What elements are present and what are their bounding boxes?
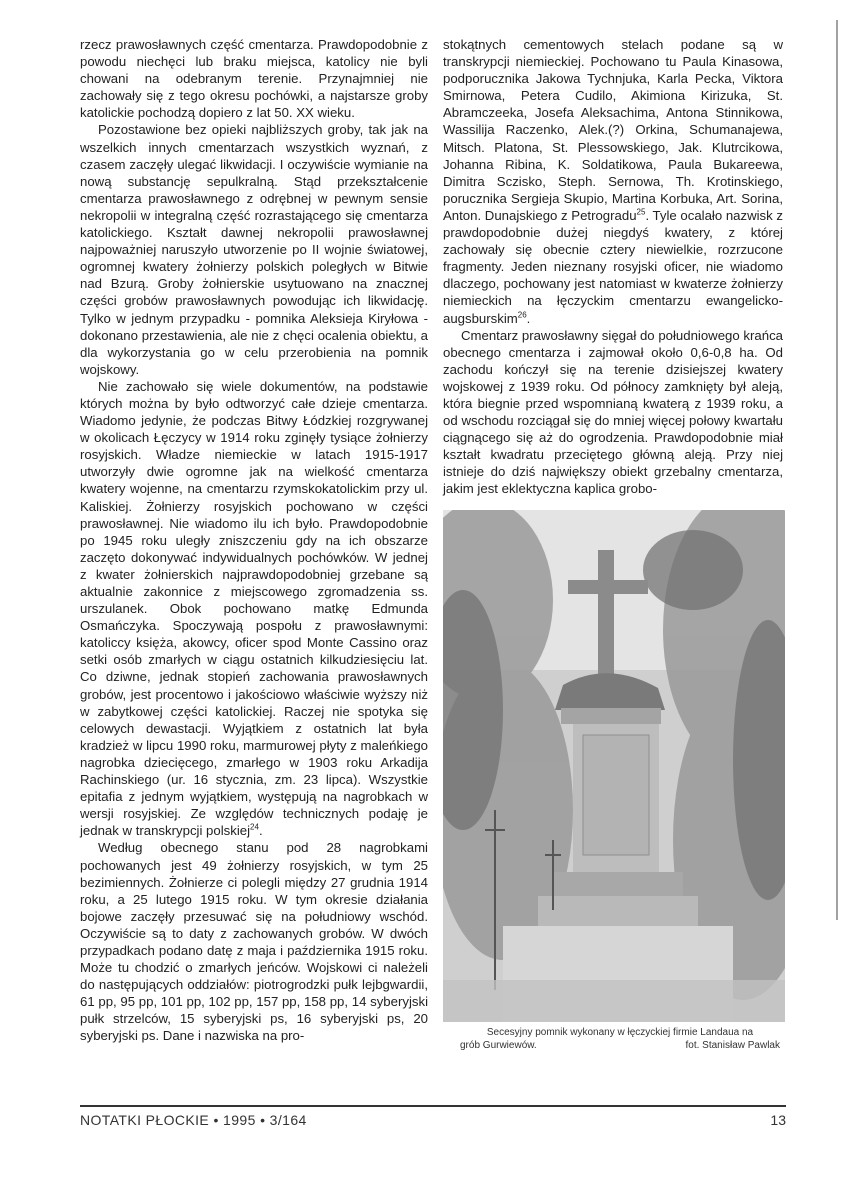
footnote-ref-25: 25 bbox=[636, 207, 646, 217]
right-paragraph-1-text2: . Tyle ocalało nazwisk z prawdopodobnie dużej niegdyś kwatery, z której zachowały się obecnie cztery niewielkie, rozrzucone fragmenty. Jeden nieznany rosyjski oficer, nie wiadomo dlaczego, pochowany jest natomiast w kwaterze żołnierzy niemieckich na łęczyckim cmentarzu ewangelicko-augsburskim bbox=[443, 207, 784, 326]
page-number: 13 bbox=[770, 1112, 786, 1128]
left-paragraph-3-text: Nie zachowało się wiele dokumentów, na podstawie których można by było odtworzyć całe dzieje cmentarza. Wiadomo jedynie, że podczas Bitwy Łódzkiej rozgrywanej w okolicach Łęczycy w 1914 roku zginęły tysiące żołnierzy rosyjskich. Władze niemieckie w latach 1915-1917 utworzyły dwie ogromne jak na wielkość cmentarza kwatery wojenne, na cmentarzu rzymskokatolickim przy ul. Kaliskiej. Żołnierzy rosyjskich pochowano w części prawosławnej. Nie wiadomo ilu ich było. Prawdopodobnie po 1945 roku uległy zniszczeniu gdy na ich obszarze zaczęto dokonywać indywidualnych pochówków. W jednej z kwater żołnierskich najprawdopodobniej grzebane są aktualnie zakonnice z miejscowego zgromadzenia ss. urszulanek. Obok pochowano matkę Edmunda Osmańczyka. Spoczywają pospołu z prawosławnymi: katoliccy księża, akowcy, oficer spod Monte Cassino oraz setki osób zmarłych w ciągu ostatnich kilkudziesięciu lat. Co dziwne, jednak stopień zachowania prawosławnych grobów, jest procentowo i jakościowo właściwie wyższy niż w zabytkowej części katolickiej. Raczej nie spotyka się celowych dewastacji. Wyjątkiem z ostatnich lat była kradzież w lipcu 1990 roku, marmurowej płyty z maleńkiego nagrobka dziecięcego, zmarłego w 1903 roku Arkadija Rachinskiego (ur. 16 stycznia, zm. 23 lipca). Wszystkie epitafia z jednym wyjątkiem, występują na nagrobkach w wersji rosyjskiej. Ze względów technicznych podaję je jednak w transkrypcji polskiej bbox=[80, 378, 428, 839]
monument-photo bbox=[443, 510, 785, 1022]
right-paragraph-1-end: . bbox=[526, 310, 531, 326]
left-column bbox=[80, 36, 428, 1045]
photo-caption bbox=[460, 1026, 780, 1052]
left-paragraph-3-end: . bbox=[258, 823, 263, 839]
journal-footer: NOTATKI PŁOCKIE • 1995 • 3/164 bbox=[80, 1112, 307, 1128]
left-paragraph-1: rzecz prawosławnych część cmentarza. Prawdopodobnie z powodu niechęci lub braku miejsca, katolicy nie byli chowani na odebranym terenie. Przynajmniej nie zachowały się z tego okresu pochówki, a najstarsze groby katolickie pochodzą dopiero z lat 50. XX wieku. bbox=[80, 37, 428, 121]
left-paragraph-4: Według obecnego stanu pod 28 nagrobkami pochowanych jest 49 żołnierzy rosyjskich, w tym 25 bezimiennych. Żołnierze ci polegli między 27 grudnia 1914 roku, a 25 lutego 1915 roku. W tym okresie działania bojowe zaczęły przesuwać się na południowy wschód. Oczywiście są to daty z zachowanych grobów. W dwóch przypadkach podano datę z maja i października 1915 roku. Może tu chodzić o zmarłych jeńców. Wojskowi ci należeli do następujących oddziałów: piotrogrodzki pułk lejbgwardii, 61 pp, 95 pp, 101 pp, 102 pp, 157 pp, 158 pp, 14 syberyjski pułk strzelców, 15 syberyjski ps, 16 syberyjski ps, 20 syberyjski ps. Dane i nazwiska na pro- bbox=[80, 840, 428, 1044]
caption-line-2-text: grób Gurwiewów. bbox=[460, 1040, 537, 1051]
left-paragraph-2: Pozostawione bez opieki najbliższych groby, tak jak na wszelkich innych cmentarzach wszystkich wyznań, z czasem zaczęły ulegać likwidacji. I oczywiście wymianie na nową substancję sepulkralną. Stąd przekształcenie cmentarza prawosławnego z odrębnej w pewnym sensie nekropolii w integralną część rozrastającego się cmentarza katolickiego. Kształt dawnej nekropolii prawosławnej najpoważniej naruszyło utworzenie po II wojnie światowej, ogromnej kwatery żołnierzy polskich poległych w Bitwie nad Bzurą. Groby żołnierskie usytuowano na znacznej części grobów prawosławnych powodując ich likwidację. Tylko w jednym przypadku - pomnika Aleksieja Kiryłowa - dokonano przestawienia, ale nie z chęci ocalenia obiektu, a dla wykorzystania go w celu przerobienia na pomnik wojskowy. bbox=[80, 122, 428, 377]
right-paragraph-1-text: stokątnych cementowych stelach podane są w transkrypcji niemieckiej. Pochowano tu Paula Kinasowa, podporucznika Jakowa Tychnjuka, Karla Pecka, Viktora Smirnowa, Petera Cudilo, Akimiona Kirizuka, St. Abramczeeka, Josefa Aleksachima, Antona Stinnikowa, Wassilija Raczenko, Alek.(?) Orkina, Schumanajewa, Mitsch. Platona, St. Plessowskiego, Jak. Klutrcikowa, Johanna Ribina, K. Soldatikowa, Paula Bukareewa, Dimitra Sczisko, Steph. Sernowa, Th. Krotinskiego, porucznika Sergieja Skupio, Martina Korbuka, Art. Sorina, Anton. Dunajskiego z Petrogradu bbox=[443, 37, 783, 223]
right-paragraph-1 bbox=[443, 36, 783, 327]
right-column bbox=[443, 36, 783, 498]
monument-photo-image bbox=[443, 510, 785, 1022]
footnote-ref-24: 24 bbox=[250, 822, 259, 832]
footnote-ref-26: 26 bbox=[517, 310, 527, 320]
right-paragraph-2: Cmentarz prawosławny sięgał do południowego krańca obecnego cmentarza i zajmował około 0,6-0,8 ha. Od zachodu kończył się na terenie dzisiejszej kwatery wojskowej z 1939 roku. Od północy zamknięty był aleją, która biegnie przed wspomnianą kwaterą z 1939 roku, a od wschodu rozciągał się do mniej więcej połowy kwartału ciągnącego się aż do ogrodzenia. Prawdopodobnie miał kształt kwadratu przeciętego główną aleją. Przy niej istnieje do dziś największy obiekt grzebalny cmentarza, jakim jest eklektyczna kaplica grobo- bbox=[443, 327, 783, 497]
caption-line-2 bbox=[460, 1039, 780, 1052]
caption-line-1: Secesyjny pomnik wykonany w łęczyckiej firmie Landaua na bbox=[486, 1027, 754, 1038]
scan-edge-line bbox=[836, 20, 838, 920]
footer-rule bbox=[80, 1105, 786, 1107]
left-paragraph-3 bbox=[80, 378, 428, 840]
photo-credit: fot. Stanisław Pawlak bbox=[685, 1040, 780, 1051]
